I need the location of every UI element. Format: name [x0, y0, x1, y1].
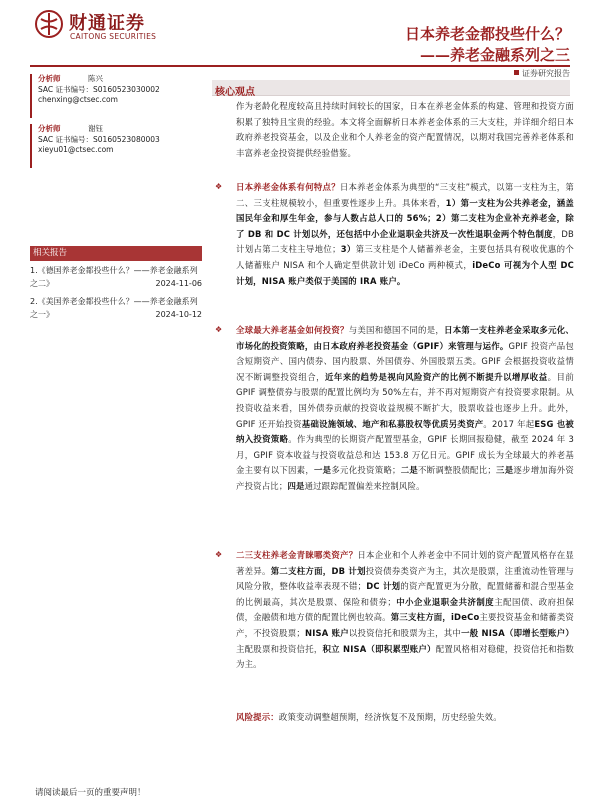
square-bullet-icon	[514, 70, 519, 75]
analyst-role: 分析师	[38, 74, 61, 83]
diamond-bullet-icon: ❖	[215, 550, 223, 559]
section-lead: 日本养老金体系有何特点？	[236, 182, 340, 192]
section-pension-system: 日本养老金体系有何特点？日本养老金体系为典型的“三支柱”模式，以第一支柱为主，第二、三支柱规模较小，但重要性逐步上升。具体来看，1）第一支柱为公共养老金，涵盖国民年金和厚生年金，参与人数占总人口的 56%；2）第二支柱为企业补充养老金，除了 DB 和 DC 计划以外，还包括中小企业退职金共济及一次性退职金两个特色制度，DB 计划占第二支柱主导地位；3）第三支柱是个人储蓄养老金，主要包括具有税收优惠的个人储蓄账户 NISA 和个人确定型供款计划 iDeCo 两种模式，iDeCo 可视为个人型 DC 计划，NISA 账户类似于美国的 IRA 账户。	[236, 182, 574, 286]
analyst-sac: SAC 证书编号：S0160523080003	[38, 134, 160, 144]
section-gpif: 全球最大养老基金如何投资？与美国和德国不同的是，日本第一支柱养老金采取多元化、市场化的投资策略，由日本政府养老投资基金（GPIF）来管理与运作。GPIF 投资产品包含短期资产、国内债券、国内股票、外国债券、外国股票五类。GPIF 会根据投资收益情况不断调整投资组合，近年来的趋势是视向风险资产的比例不断提升以增厚收益。目前 GPIF 调整债券与股票的配置比例均为 50%左右，并不再对短期资产有投资要求限制。从投资收益来看，国外债券贡献的投资收益规模不断扩大，股票收益也逐步上升。此外，GPIF 还开始投资基础设施领域、地产和私募股权等优质另类资产。2017 年起ESG 也被纳入投资策略。作为典型的长期资产配置型基金，GPIF 长期回报稳健，截至 2024 年 3 月，GPIF 资本收益与投资收益总和达 153.8 万亿日元。GPIF 成长为全球最大的养老基金主要有以下因素，一是多元化投资策略；二是不断调整股债配比；三是逐步增加海外资产投资占比；四是通过跟踪配置偏差来控制风险。	[236, 325, 575, 491]
related-report-date: 2024-11-06	[155, 279, 202, 288]
related-report-title[interactable]: 2.《美国养老金都投些什么？——养老金融系列之一》	[30, 297, 198, 319]
analyst-email[interactable]: chenxing@ctsec.com	[38, 95, 118, 104]
section-pillar-2-3: 二三支柱养老金青睐哪类资产？日本企业和个人养老金中不同计划的资产配置风格存在显著差异。第二支柱方面，DB 计划投资债券类资产为主，其次是股票，注重流动性管理与风险分散，整体收益率表现不错；DC 计划的资产配置更为分散，配置储蓄和混合型基金的比例最高，其次是股票、保险和债券；中小企业退职金共济制度主配国债、政府担保债，金融债和地方债的配置比例也较高。第三支柱方面，iDeCo主要投资基金和储蓄类资产，不投资股票；NISA 账户以投资信托和股票为主，其中一般 NISA（即增长型账户）主配股票和投资信托，积立 NISA（即积累型账户）配置风格相对稳健，投资信托和指数为主。	[236, 550, 575, 670]
header-divider	[30, 65, 570, 67]
related-report-item[interactable]	[30, 264, 202, 290]
related-reports-list	[30, 264, 202, 326]
analyst-email[interactable]: xieyu01@ctsec.com	[38, 145, 114, 154]
footer-disclaimer: 请阅读最后一页的重要声明！	[35, 788, 146, 798]
risk-lead: 风险提示：	[236, 712, 279, 722]
analyst-sac: SAC 证书编号：S0160523030002	[38, 84, 160, 94]
risk-warning	[236, 710, 574, 726]
related-report-date: 2024-10-12	[155, 310, 202, 319]
report-title: 日本养老金都投些什么？	[404, 25, 570, 43]
related-reports-header: 相关报告	[30, 246, 202, 261]
analyst-card	[30, 124, 202, 168]
related-report-title[interactable]: 1.《德国养老金都投些什么？——养老金融系列之二》	[30, 266, 198, 288]
diamond-bullet-icon: ❖	[215, 325, 223, 334]
company-logo	[35, 6, 185, 46]
diamond-bullet-icon: ❖	[215, 182, 223, 191]
section-lead: 全球最大养老基金如何投资？	[236, 325, 349, 335]
analyst-role: 分析师	[38, 124, 61, 133]
intro-paragraph: 作为老龄化程度较高且持续时间较长的国家，日本在养老金体系的构建、管理和投资方面积累了独特且宝贵的经验。本文将全面解析日本养老金体系的三大支柱，并详细介绍日本政府养老投资基金，以及企业和个人养老金的资产配置情况，以期对我国完善养老体系和丰富养老金投资提供经验借鉴。	[236, 101, 574, 158]
section-lead: 二三支柱养老金青睐哪类资产？	[236, 550, 358, 560]
analyst-name: 陈兴	[88, 74, 103, 83]
related-report-item[interactable]	[30, 295, 202, 321]
analyst-name: 谢钰	[88, 124, 103, 133]
logo-icon	[35, 10, 63, 38]
logo-text-cn: 财通证券	[69, 13, 145, 34]
report-type-tag: 证券研究报告	[514, 68, 570, 79]
logo-text-en: CAITONG SECURITIES	[70, 32, 157, 41]
core-view-header: 核心观点	[212, 80, 570, 96]
risk-text: 政策变动调整超预期，经济恢复不及预期，历史经验失效。	[278, 712, 502, 722]
analyst-card	[30, 74, 202, 118]
report-subtitle: ——养老金融系列之三	[419, 46, 570, 64]
